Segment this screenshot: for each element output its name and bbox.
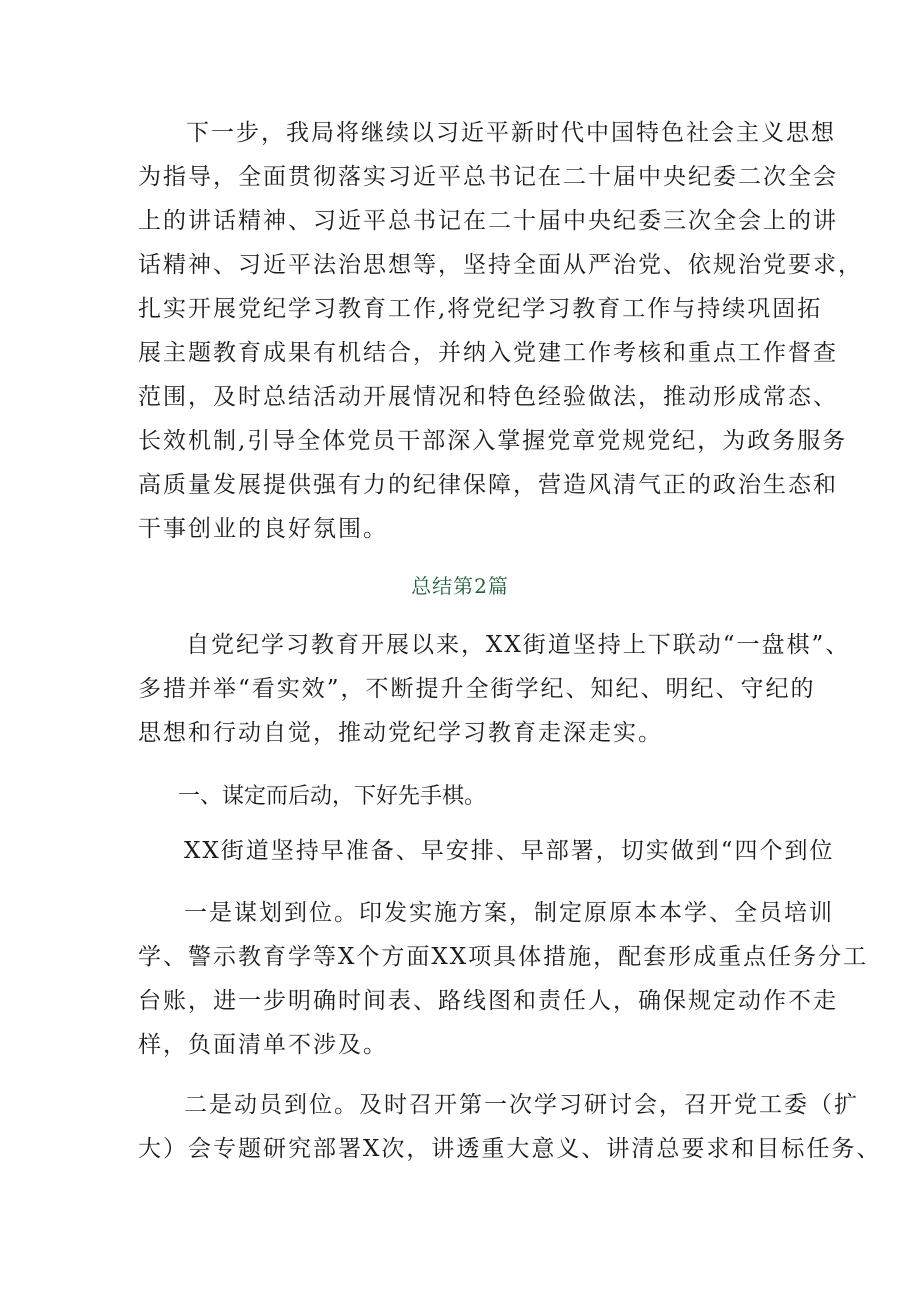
text-line: 高质量发展提供强有力的纪律保障，营造风清气正的政治生态和 — [138, 472, 838, 498]
article-heading: 总结第2篇 — [411, 574, 509, 598]
section-heading: 一、谋定而后动，下好先手棋。 — [178, 784, 487, 809]
text-line: 长效机制,引导全体党员干部深入掌握党章党规党纪，为政务服务 — [138, 428, 848, 454]
text-line: 自党纪学习教育开展以来，XX街道坚持上下联动“一盘棋”、 — [186, 632, 851, 658]
text-line: 话精神、习近平法治思想等，坚持全面从严治党、依规治党要求， — [138, 252, 863, 278]
text-line: 扎实开展党纪学习教育工作,将党纪学习教育工作与持续巩固拓 — [138, 296, 823, 322]
text-line: 样，负面清单不涉及。 — [138, 1032, 388, 1058]
text-line: 台账，进一步明确时间表、路线图和责任人，确保规定动作不走 — [138, 988, 838, 1014]
text-line: 上的讲话精神、习近平总书记在二十届中央纪委三次全会上的讲 — [138, 208, 838, 234]
text-line: XX街道坚持早准备、早安排、早部署，切实做到“四个到位 — [184, 838, 835, 864]
text-line: 展主题教育成果有机结合，并纳入党建工作考核和重点工作督查 — [138, 340, 838, 366]
text-line: 干事创业的良好氛围。 — [138, 516, 388, 542]
text-line: 多措并举“看实效”，不断提升全街学纪、知纪、明纪、守纪的 — [138, 676, 816, 702]
text-line: 学、警示教育学等X个方面XX项具体措施，配套形成重点任务分工 — [138, 944, 869, 970]
text-line: 下一步，我局将继续以习近平新时代中国特色社会主义思想 — [186, 120, 836, 146]
text-line: 为指导，全面贯彻落实习近平总书记在二十届中央纪委二次全会 — [138, 164, 838, 190]
text-line: 一是谋划到位。印发实施方案，制定原原本本学、全员培训 — [184, 900, 834, 926]
text-line: 二是动员到位。及时召开第一次学习研讨会，召开党工委（扩 — [184, 1092, 859, 1118]
text-line: 大）会专题研究部署X次，讲透重大意义、讲清总要求和目标任务、 — [138, 1136, 882, 1162]
text-line: 思想和行动自觉，推动党纪学习教育走深走实。 — [138, 720, 663, 746]
text-line: 范围，及时总结活动开展情况和特色经验做法，推动形成常态、 — [138, 384, 838, 410]
